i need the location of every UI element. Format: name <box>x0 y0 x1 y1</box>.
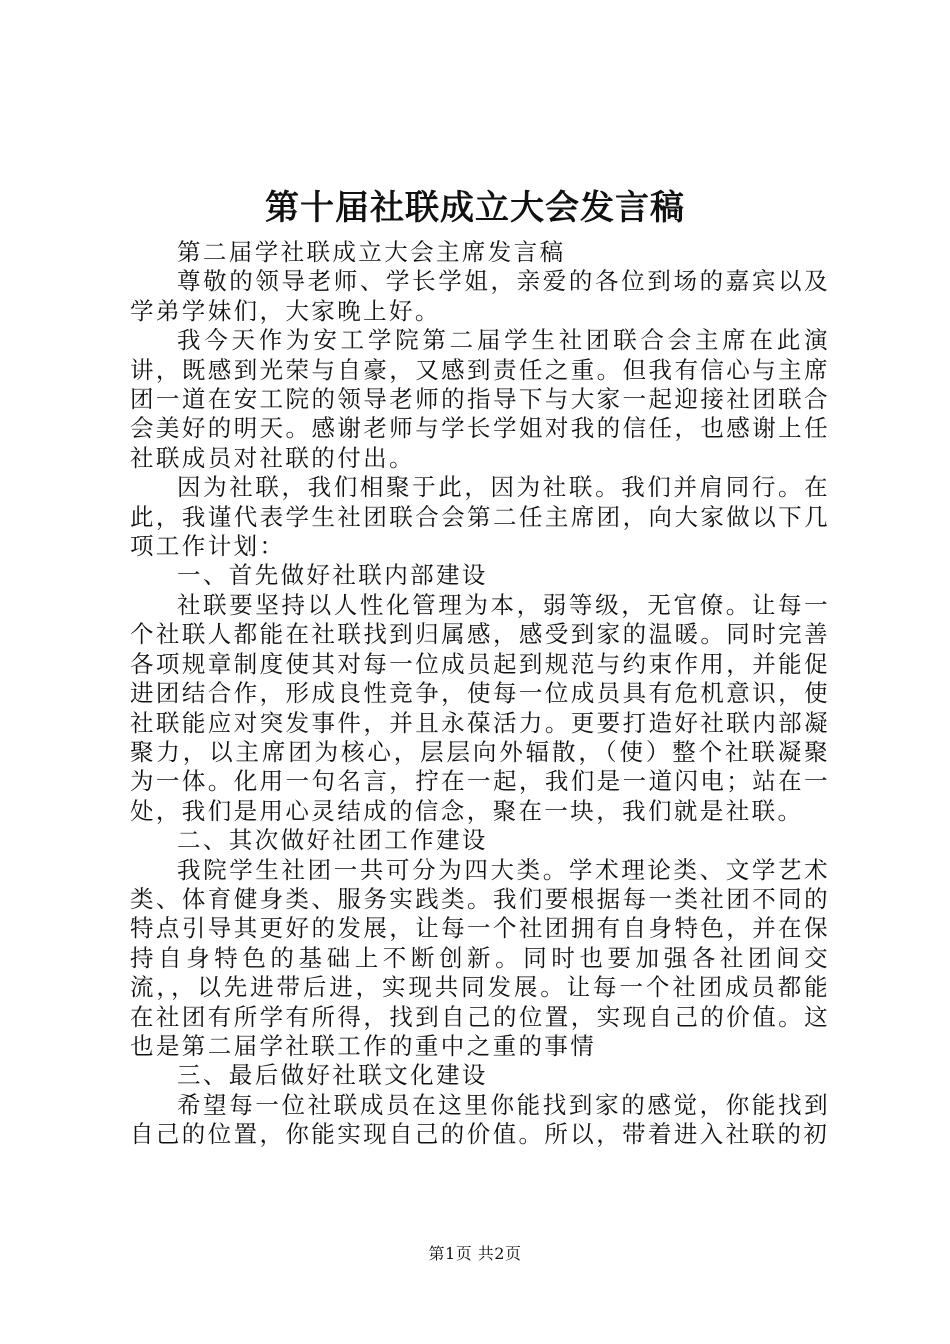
section-heading-1: 一、首先做好社联内部建设 <box>177 561 488 590</box>
paragraph-intro: 我今天作为安工学院第二届学生社团联合会主席在此演讲，既感到光荣与自豪，又感到责任之重。但我有信心与主席团一道在安工院的领导老师的指导下与大家一起迎接社团联合会美好的明天。感谢老师与学长学姐对我的信任，也感谢上任社联成员对社联的付出。 <box>130 326 830 472</box>
paragraph-section-3: 希望每一位社联成员在这里你能找到家的感觉，你能找到自己的位置，你能实现自己的价值。所以，带着进入社联的初 <box>130 1090 830 1149</box>
paragraph-plan-intro: 因为社联，我们相聚于此，因为社联。我们并肩同行。在此，我谨代表学生社团联合会第二任主席团，向大家做以下几项工作计划： <box>130 473 830 561</box>
page-footer: 第1页 共2页 <box>428 1244 522 1263</box>
document-title: 第十届社联成立大会发言稿 <box>265 188 685 228</box>
paragraph-section-1: 社联要坚持以人性化管理为本，弱等级，无官僚。让每一个社联人都能在社联找到归属感，感受到家的温暖。同时完善各项规章制度使其对每一位成员起到规范与约束作用，并能促进团结合作，形成良性竞争，使每一位成员具有危机意识，使社联能应对突发事件，并且永葆活力。更要打造好社联内部凝聚力，以主席团为核心，层层向外辐散，（使）整个社联凝聚为一体。化用一句名言，拧在一起，我们是一道闪电；站在一处，我们是用心灵结成的信念，聚在一块，我们就是社联。 <box>130 590 830 825</box>
section-heading-3: 三、最后做好社联文化建设 <box>177 1061 488 1090</box>
document-body <box>130 238 830 1150</box>
paragraph-greeting: 尊敬的领导老师、学长学姐，亲爱的各位到场的嘉宾以及学弟学妹们，大家晚上好。 <box>130 267 830 325</box>
paragraph-section-2: 我院学生社团一共可分为四大类。学术理论类、文学艺术类、体育健身类、服务实践类。我们要根据每一类社团不同的特点引导其更好的发展，让每一个社团拥有自身特色，并在保持自身特色的基础上不断创新。同时也要加强各社团间交流，，以先进带后进，实现共同发展。让每一个社团成员都能在社团有所学有所得，找到自己的位置，实现自己的价值。这也是第二届学社联工作的重中之重的事情 <box>130 855 830 1060</box>
paragraph-subtitle: 第二届学社联成立大会主席发言稿 <box>177 238 566 266</box>
section-heading-2: 二、其次做好社团工作建设 <box>177 826 488 855</box>
